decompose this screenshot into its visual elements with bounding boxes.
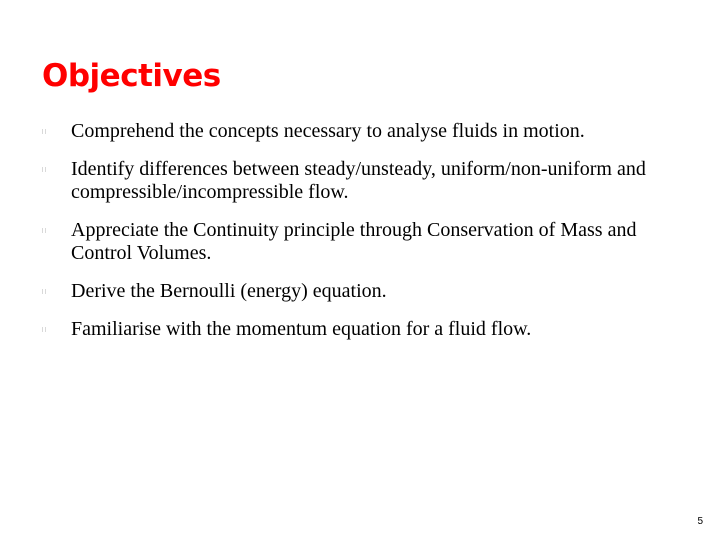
- bullet-icon: [42, 129, 47, 134]
- bullet-text: Derive the Bernoulli (energy) equation.: [71, 280, 387, 302]
- bullet-text: Identify differences between steady/unsteady, uniform/non-uniform and compressible/incompressible flow.: [71, 158, 646, 203]
- bullet-icon: [42, 167, 47, 172]
- bullet-text: Familiarise with the momentum equation for a fluid flow.: [71, 318, 532, 340]
- list-item: [42, 219, 682, 265]
- list-item: [42, 280, 682, 303]
- bullet-icon: [42, 228, 47, 233]
- page-number: 5: [697, 516, 703, 527]
- objectives-list: [42, 120, 682, 356]
- bullet-text: Comprehend the concepts necessary to analyse fluids in motion.: [71, 120, 585, 142]
- list-item: [42, 158, 682, 204]
- bullet-icon: [42, 289, 47, 294]
- bullet-icon: [42, 327, 47, 332]
- list-item: [42, 318, 682, 341]
- slide-title: Objectives: [42, 58, 221, 94]
- list-item: [42, 120, 682, 143]
- bullet-text: Appreciate the Continuity principle through Conservation of Mass and Control Volumes.: [71, 219, 637, 264]
